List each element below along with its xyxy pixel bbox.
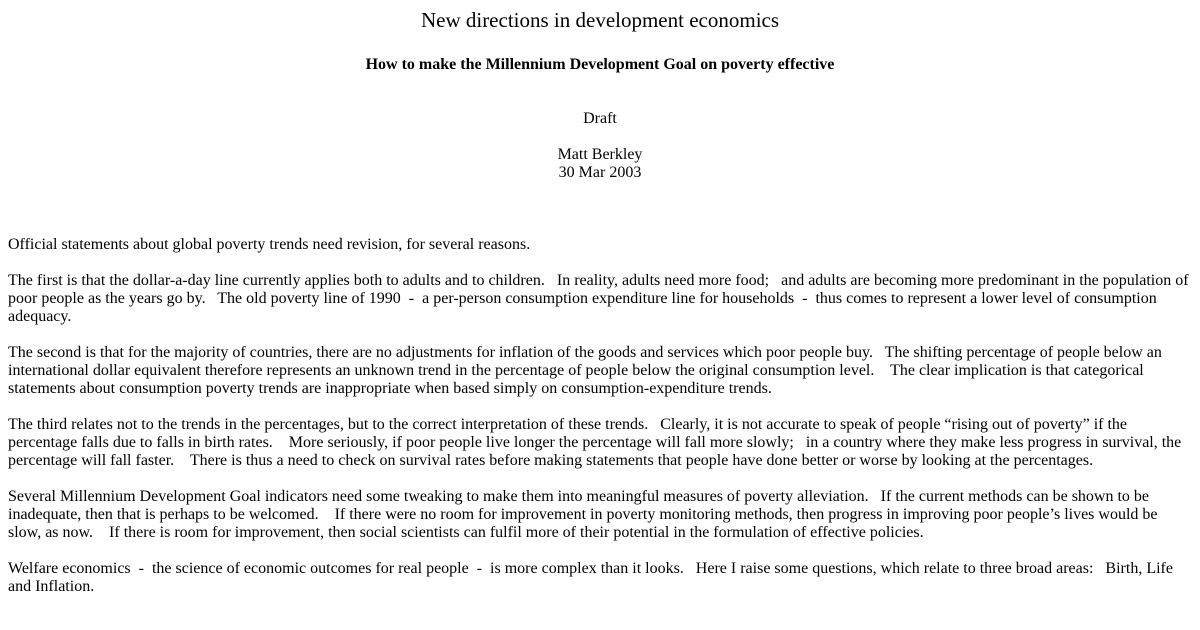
- byline: [8, 146, 1192, 182]
- body-text: [8, 236, 1192, 596]
- page-title: New directions in development economics: [420, 8, 780, 32]
- document-date: 30 Mar 2003: [558, 164, 642, 181]
- paragraph-indicators: Several Millennium Development Goal indicators need some tweaking to make them into meaningful measures of poverty alleviation. If the current methods can be shown to be inadequate, then that is perhaps to be welcomed. If there were no room for improvement in poverty monitoring methods, then progress in improving poor people’s lives would be slow, as now. If there is room for improvement, then social scientists can fulfil more of their potential in the formulation of effective policies.: [8, 488, 1162, 541]
- draft-label: Draft: [583, 110, 617, 127]
- paragraph-second-reason: The second is that for the majority of countries, there are no adjustments for inflation of the goods and services which poor people buy. The shifting percentage of people below an international dollar equivalent therefore represents an unknown trend in the percentage of people below the original consumption level. The clear implication is that categorical statements about consumption poverty trends are inappropriate when based simply on consumption-expenditure trends.: [8, 344, 1166, 397]
- paragraph-intro: Official statements about global poverty trends need revision, for several reasons.: [8, 236, 531, 253]
- paragraph-first-reason: The first is that the dollar-a-day line currently applies both to adults and to children. In reality, adults need more food; and adults are becoming more predominant in the population of poor people as the years go by. The old poverty line of 1990 - a per-person consumption expenditure line for households - thus comes to represent a lower level of consumption adequacy.: [8, 272, 1193, 325]
- page-subtitle: How to make the Millennium Development Goal on poverty effective: [365, 56, 835, 73]
- paragraph-welfare-economics: Welfare economics - the science of economic outcomes for real people - is more complex than it looks. Here I raise some questions, which relate to three broad areas: Birth, Life and Inflation.: [8, 560, 1177, 595]
- author-name: Matt Berkley: [557, 146, 643, 163]
- document-page: [8, 0, 1192, 596]
- paragraph-third-reason: The third relates not to the trends in the percentages, but to the correct interpretation of these trends. Clearly, it is not accurate to speak of people “rising out of poverty” if the percentage falls due to falls in birth rates. More seriously, if poor people live longer the percentage will fall more slowly; in a country where they make less progress in survival, the percentage will fall faster. There is thus a need to check on survival rates before making statements that people have done better or worse by looking at the percentages.: [8, 416, 1186, 469]
